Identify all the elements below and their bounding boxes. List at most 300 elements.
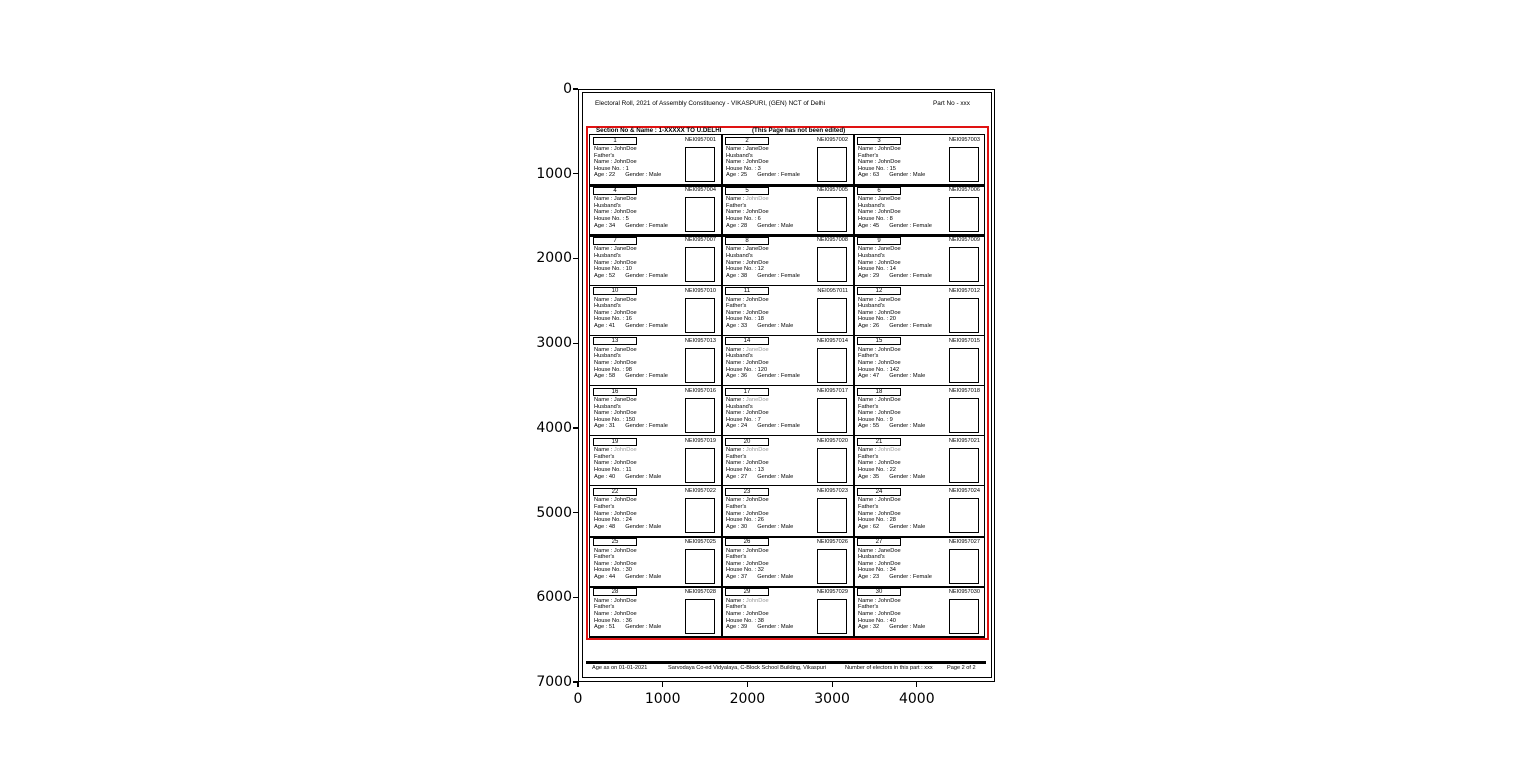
relation-label: Father's <box>726 303 747 310</box>
voter-name-line: Name : JohnDoe <box>858 447 901 454</box>
gender: Female <box>780 423 800 430</box>
voter-card <box>721 336 853 386</box>
house-line: House No. : 15 <box>858 165 896 172</box>
relation-label: Husband's <box>858 252 885 259</box>
epic-id: NEI0957004 <box>684 187 716 194</box>
house-line: House No. : 9 <box>858 416 893 423</box>
relation-label: Father's <box>858 503 879 510</box>
age: 40 <box>608 473 616 480</box>
y-tick-label: 7000 <box>536 674 572 690</box>
photo-box <box>949 348 979 383</box>
relation-label: Father's <box>594 152 615 159</box>
photo-box <box>817 599 847 634</box>
voter-card <box>853 235 985 285</box>
voter-name: JohnDoe <box>613 597 637 604</box>
serial-number: 16 <box>593 388 637 396</box>
age: 58 <box>608 373 616 380</box>
row-separator <box>589 335 985 336</box>
row-separator <box>589 435 985 436</box>
relation-label: Husband's <box>594 303 621 310</box>
serial-number: 18 <box>857 388 901 396</box>
x-tick-mark <box>662 682 663 687</box>
house-line: House No. : 36 <box>594 617 632 624</box>
relation-name: JohnDoe <box>877 560 901 567</box>
serial-number: 29 <box>725 588 769 596</box>
voter-card <box>853 486 985 536</box>
age-gender-line: Age : 24 Gender : Female <box>726 423 800 430</box>
footer-electors-count: Number of electors in this part : xxx <box>845 664 933 671</box>
voter-name-line: Name : JaneDoe <box>594 346 637 353</box>
house-number: 38 <box>757 617 764 624</box>
voter-name-line: Name : JaneDoe <box>726 246 769 253</box>
photo-box <box>817 147 847 182</box>
voter-card <box>853 386 985 436</box>
gender: Female <box>912 573 932 580</box>
gender: Male <box>648 172 662 179</box>
serial-number: 30 <box>857 588 901 596</box>
footer-page-number: Page 2 of 2 <box>947 664 976 671</box>
epic-id: NEI0957019 <box>684 438 716 445</box>
voter-name: JohnDoe <box>613 547 637 554</box>
voter-name-line: Name : JohnDoe <box>858 497 901 504</box>
voter-name-line: Name : JohnDoe <box>726 497 769 504</box>
house-number: 150 <box>625 416 636 423</box>
house-number: 36 <box>625 617 632 624</box>
relation-label: Husband's <box>594 403 621 410</box>
gender: Female <box>780 172 800 179</box>
house-line: House No. : 3 <box>726 165 761 172</box>
relation-label: Father's <box>594 604 615 611</box>
serial-number: 19 <box>593 438 637 446</box>
voter-name: JohnDoe <box>877 447 901 454</box>
relation-name-line: Name : JohnDoe <box>594 309 637 316</box>
relation-label: Husband's <box>594 252 621 259</box>
relation-name-line: Name : JohnDoe <box>858 560 901 567</box>
house-number: 3 <box>757 165 761 172</box>
voter-name-line: Name : JaneDoe <box>858 246 901 253</box>
voter-name-line: Name : JohnDoe <box>726 547 769 554</box>
epic-id: NEI0957026 <box>816 538 848 545</box>
house-line: House No. : 30 <box>594 567 632 574</box>
epic-id: NEI0957027 <box>948 538 980 545</box>
house-number: 13 <box>757 466 764 473</box>
gender: Female <box>912 222 932 229</box>
epic-id: NEI0957014 <box>816 337 848 344</box>
voter-name: JohnDoe <box>745 296 769 303</box>
house-number: 16 <box>625 316 632 323</box>
relation-name-line: Name : JohnDoe <box>858 209 901 216</box>
relation-name-line: Name : JohnDoe <box>726 610 769 617</box>
house-number: 5 <box>625 215 629 222</box>
age-gender-line: Age : 36 Gender : Female <box>726 373 800 380</box>
epic-id: NEI0957017 <box>816 388 848 394</box>
gender: Male <box>912 423 926 430</box>
age-gender-line: Age : 58 Gender : Female <box>594 373 668 380</box>
age: 47 <box>872 373 880 380</box>
relation-name: JohnDoe <box>613 259 637 266</box>
serial-number: 9 <box>857 237 901 245</box>
relation-label: Father's <box>858 403 879 410</box>
voter-name-line: Name : JaneDoe <box>726 146 769 152</box>
photo-box <box>949 448 979 483</box>
relation-name-line: Name : JohnDoe <box>726 359 769 366</box>
relation-name: JohnDoe <box>745 259 769 266</box>
epic-id: NEI0957003 <box>948 137 980 143</box>
epic-id: NEI0957029 <box>816 588 848 595</box>
serial-number: 1 <box>593 137 637 145</box>
house-line: House No. : 8 <box>858 215 893 222</box>
age: 39 <box>740 624 748 631</box>
house-line: House No. : 6 <box>726 215 761 222</box>
row-separator <box>589 385 985 386</box>
photo-box <box>949 549 979 584</box>
epic-id: NEI0957018 <box>948 388 980 394</box>
row-separator <box>589 184 985 186</box>
voter-name-line: Name : JaneDoe <box>858 547 901 554</box>
house-number: 15 <box>889 165 896 172</box>
relation-name-line: Name : JohnDoe <box>858 159 901 166</box>
house-number: 10 <box>625 266 632 273</box>
y-tick-label: 1000 <box>536 165 572 182</box>
gender: Female <box>912 322 932 329</box>
x-tick-mark <box>832 682 833 687</box>
voter-name: JohnDoe <box>745 547 769 554</box>
voter-name-line: Name : JaneDoe <box>858 196 901 203</box>
photo-box <box>685 599 715 634</box>
voter-card <box>589 436 721 486</box>
epic-id: NEI0957009 <box>948 237 980 244</box>
relation-name: JohnDoe <box>745 460 769 467</box>
x-tick-label: 3000 <box>814 691 850 707</box>
relation-name-line: Name : JohnDoe <box>726 159 769 166</box>
voter-name: JohnDoe <box>613 146 637 152</box>
serial-number: 26 <box>725 538 769 546</box>
relation-name: JohnDoe <box>613 159 637 166</box>
house-number: 28 <box>889 517 896 524</box>
epic-id: NEI0957008 <box>816 237 848 244</box>
age: 30 <box>740 523 748 530</box>
relation-label: Father's <box>858 604 879 611</box>
column-separator <box>589 135 590 637</box>
voter-name-line: Name : JohnDoe <box>858 597 901 604</box>
voter-card <box>853 336 985 386</box>
y-tick-label: 6000 <box>536 589 572 606</box>
house-line: House No. : 28 <box>858 517 896 524</box>
age-gender-line: Age : 27 Gender : Male <box>726 473 794 480</box>
y-tick-label: 3000 <box>536 335 572 352</box>
voter-card <box>853 537 985 587</box>
house-number: 142 <box>889 366 900 373</box>
age-gender-line: Age : 37 Gender : Male <box>726 573 794 580</box>
x-tick-label: 0 <box>573 691 583 707</box>
house-number: 24 <box>625 517 632 524</box>
relation-name-line: Name : JohnDoe <box>858 359 901 366</box>
relation-name: JohnDoe <box>877 610 901 617</box>
house-line: House No. : 13 <box>726 466 764 473</box>
gender: Male <box>780 573 794 580</box>
epic-id: NEI0957002 <box>816 137 848 143</box>
relation-label: Husband's <box>858 202 885 209</box>
relation-name: JohnDoe <box>613 410 637 417</box>
voter-card <box>589 235 721 285</box>
relation-name: JohnDoe <box>877 159 901 166</box>
age: 26 <box>872 322 880 329</box>
voter-name: JohnDoe <box>877 146 901 152</box>
row-separator <box>589 536 985 538</box>
photo-box <box>685 448 715 483</box>
relation-name: JohnDoe <box>877 410 901 417</box>
photo-box <box>949 398 979 433</box>
epic-id: NEI0957015 <box>948 337 980 344</box>
house-number: 8 <box>889 215 893 222</box>
serial-number: 12 <box>857 287 901 295</box>
gender: Female <box>648 423 668 430</box>
relation-name-line: Name : JohnDoe <box>858 410 901 417</box>
relation-name: JohnDoe <box>877 359 901 366</box>
photo-box <box>817 398 847 433</box>
relation-label: Father's <box>726 604 747 611</box>
house-number: 7 <box>757 416 761 423</box>
row-separator <box>589 134 985 135</box>
relation-name: JohnDoe <box>613 309 637 316</box>
voter-name-line: Name : JohnDoe <box>594 597 637 604</box>
photo-box <box>949 599 979 634</box>
house-line: House No. : 18 <box>726 316 764 323</box>
voter-name: JaneDoe <box>745 246 769 253</box>
y-tick-label: 2000 <box>536 250 572 267</box>
voter-name: JaneDoe <box>745 346 769 353</box>
photo-box <box>685 549 715 584</box>
serial-number: 14 <box>725 337 769 345</box>
serial-number: 6 <box>857 187 901 195</box>
epic-id: NEI0957022 <box>684 488 716 495</box>
relation-name-line: Name : JohnDoe <box>858 309 901 316</box>
age: 23 <box>872 573 880 580</box>
section-edit-note: (This Page has not been edited) <box>752 127 846 134</box>
house-line: House No. : 98 <box>594 366 632 373</box>
voter-name-line: Name : JohnDoe <box>726 196 769 203</box>
age-gender-line: Age : 41 Gender : Female <box>594 322 668 329</box>
voter-name-line: Name : JaneDoe <box>594 296 637 303</box>
column-separator <box>721 135 723 637</box>
relation-name-line: Name : JohnDoe <box>726 259 769 266</box>
epic-id: NEI0957013 <box>684 337 716 344</box>
serial-number: 7 <box>593 237 637 245</box>
voter-card <box>589 185 721 235</box>
relation-name: JohnDoe <box>745 359 769 366</box>
footer-polling-station: Sarvodaya Co-ed Vidyalaya, C-Block School Building, Vikaspuri <box>668 664 827 671</box>
epic-id: NEI0957001 <box>684 137 716 143</box>
serial-number: 2 <box>725 137 769 145</box>
x-tick-mark <box>916 682 917 687</box>
voter-name: JaneDoe <box>613 346 637 353</box>
age-gender-line: Age : 51 Gender : Male <box>594 624 662 631</box>
gender: Male <box>780 624 794 631</box>
photo-box <box>949 498 979 533</box>
serial-number: 4 <box>593 187 637 195</box>
epic-id: NEI0957016 <box>684 388 716 394</box>
age-gender-line: Age : 55 Gender : Male <box>858 423 926 430</box>
serial-number: 5 <box>725 187 769 195</box>
document-header-title: Electoral Roll, 2021 of Assembly Constituency - VIKASPURI, (GEN) NCT of Delhi <box>595 100 826 107</box>
relation-label: Father's <box>726 554 747 561</box>
relation-name: JohnDoe <box>877 209 901 216</box>
serial-number: 10 <box>593 287 637 295</box>
x-tick-mark <box>577 682 578 687</box>
voter-card <box>721 436 853 486</box>
age-gender-line: Age : 34 Gender : Female <box>594 222 668 229</box>
photo-box <box>949 197 979 232</box>
relation-label: Father's <box>858 353 879 360</box>
gender: Male <box>780 222 794 229</box>
gender: Male <box>648 573 662 580</box>
house-line: House No. : 142 <box>858 366 900 373</box>
voter-name: JaneDoe <box>877 196 901 203</box>
epic-id: NEI0957011 <box>817 287 848 294</box>
relation-label: Husband's <box>726 353 753 360</box>
relation-name: JohnDoe <box>613 460 637 467</box>
relation-name: JohnDoe <box>745 510 769 517</box>
photo-box <box>817 298 847 333</box>
voter-card <box>589 486 721 536</box>
voter-card <box>589 587 721 637</box>
house-number: 9 <box>889 416 893 423</box>
age: 32 <box>872 624 880 631</box>
age-gender-line: Age : 62 Gender : Male <box>858 523 926 530</box>
voter-name-line: Name : JohnDoe <box>858 397 901 403</box>
photo-box <box>817 197 847 232</box>
gender: Male <box>648 523 662 530</box>
voter-name: JaneDoe <box>877 246 901 253</box>
column-separator <box>853 135 855 637</box>
gender: Male <box>648 473 662 480</box>
house-line: House No. : 34 <box>858 567 896 574</box>
voter-name: JohnDoe <box>877 597 901 604</box>
voter-name-line: Name : JohnDoe <box>594 447 637 454</box>
photo-box <box>817 448 847 483</box>
relation-name: JohnDoe <box>613 209 637 216</box>
voter-name: JaneDoe <box>745 397 769 403</box>
age-gender-line: Age : 25 Gender : Female <box>726 172 800 179</box>
relation-label: Husband's <box>726 252 753 259</box>
age: 29 <box>872 272 880 279</box>
house-number: 22 <box>889 466 896 473</box>
voter-name: JohnDoe <box>877 497 901 504</box>
age-gender-line: Age : 26 Gender : Female <box>858 322 932 329</box>
voter-name-line: Name : JaneDoe <box>858 296 901 303</box>
relation-label: Father's <box>594 554 615 561</box>
gender: Male <box>780 473 794 480</box>
voter-name: JohnDoe <box>745 447 769 454</box>
relation-name: JohnDoe <box>745 209 769 216</box>
gender: Male <box>912 373 926 380</box>
voter-name-line: Name : JohnDoe <box>858 346 901 353</box>
relation-name-line: Name : JohnDoe <box>594 259 637 266</box>
age-gender-line: Age : 45 Gender : Female <box>858 222 932 229</box>
age: 31 <box>608 423 616 430</box>
voter-name-line: Name : JohnDoe <box>594 547 637 554</box>
relation-name-line: Name : JohnDoe <box>594 610 637 617</box>
age: 25 <box>740 172 748 179</box>
voter-name: JohnDoe <box>745 497 769 504</box>
voter-name-line: Name : JohnDoe <box>726 597 769 604</box>
voter-name: JohnDoe <box>613 447 637 454</box>
house-line: House No. : 24 <box>594 517 632 524</box>
gender: Female <box>780 272 800 279</box>
age-gender-line: Age : 39 Gender : Male <box>726 624 794 631</box>
relation-name-line: Name : JohnDoe <box>594 359 637 366</box>
age: 36 <box>740 373 748 380</box>
photo-box <box>685 298 715 333</box>
house-number: 11 <box>625 466 632 473</box>
relation-name: JohnDoe <box>877 259 901 266</box>
age-gender-line: Age : 44 Gender : Male <box>594 573 662 580</box>
house-number: 32 <box>757 567 764 574</box>
voter-card <box>721 185 853 235</box>
relation-name: JohnDoe <box>877 460 901 467</box>
section-title: Section No & Name : 1-XXXXX TO U.DELHI <box>596 127 722 134</box>
age: 62 <box>872 523 880 530</box>
relation-label: Husband's <box>726 152 753 159</box>
age-gender-line: Age : 48 Gender : Male <box>594 523 662 530</box>
voter-name-line: Name : JohnDoe <box>594 497 637 504</box>
voter-name-line: Name : JohnDoe <box>726 296 769 303</box>
house-line: House No. : 20 <box>858 316 896 323</box>
photo-box <box>685 197 715 232</box>
relation-name-line: Name : JohnDoe <box>594 410 637 417</box>
age-gender-line: Age : 38 Gender : Female <box>726 272 800 279</box>
house-number: 98 <box>625 366 632 373</box>
gender: Male <box>912 523 926 530</box>
gender: Male <box>912 473 926 480</box>
relation-name-line: Name : JohnDoe <box>594 560 637 567</box>
age-gender-line: Age : 33 Gender : Male <box>726 322 794 329</box>
voter-card <box>853 185 985 235</box>
house-line: House No. : 16 <box>594 316 632 323</box>
house-line: House No. : 150 <box>594 416 636 423</box>
row-separator <box>589 485 985 486</box>
house-line: House No. : 14 <box>858 266 896 273</box>
house-number: 40 <box>889 617 896 624</box>
relation-name-line: Name : JohnDoe <box>858 460 901 467</box>
age: 38 <box>740 272 748 279</box>
photo-box <box>685 247 715 282</box>
relation-label: Father's <box>858 453 879 460</box>
relation-label: Husband's <box>858 303 885 310</box>
voter-name: JohnDoe <box>745 196 769 203</box>
photo-box <box>817 498 847 533</box>
photo-box <box>685 147 715 182</box>
voter-name-line: Name : JaneDoe <box>594 246 637 253</box>
voter-name: JaneDoe <box>613 196 637 203</box>
voter-card <box>853 135 985 185</box>
voter-card <box>853 587 985 637</box>
voter-name: JohnDoe <box>613 497 637 504</box>
relation-label: Husband's <box>858 554 885 561</box>
serial-number: 21 <box>857 438 901 446</box>
serial-number: 27 <box>857 538 901 546</box>
voter-card <box>721 486 853 536</box>
relation-name: JohnDoe <box>745 309 769 316</box>
house-line: House No. : 5 <box>594 215 629 222</box>
voter-card <box>721 235 853 285</box>
voter-name-line: Name : JohnDoe <box>726 447 769 454</box>
house-line: House No. : 11 <box>594 466 632 473</box>
age: 34 <box>608 222 616 229</box>
age: 33 <box>740 322 748 329</box>
age-gender-line: Age : 35 Gender : Male <box>858 473 926 480</box>
age: 63 <box>872 172 880 179</box>
